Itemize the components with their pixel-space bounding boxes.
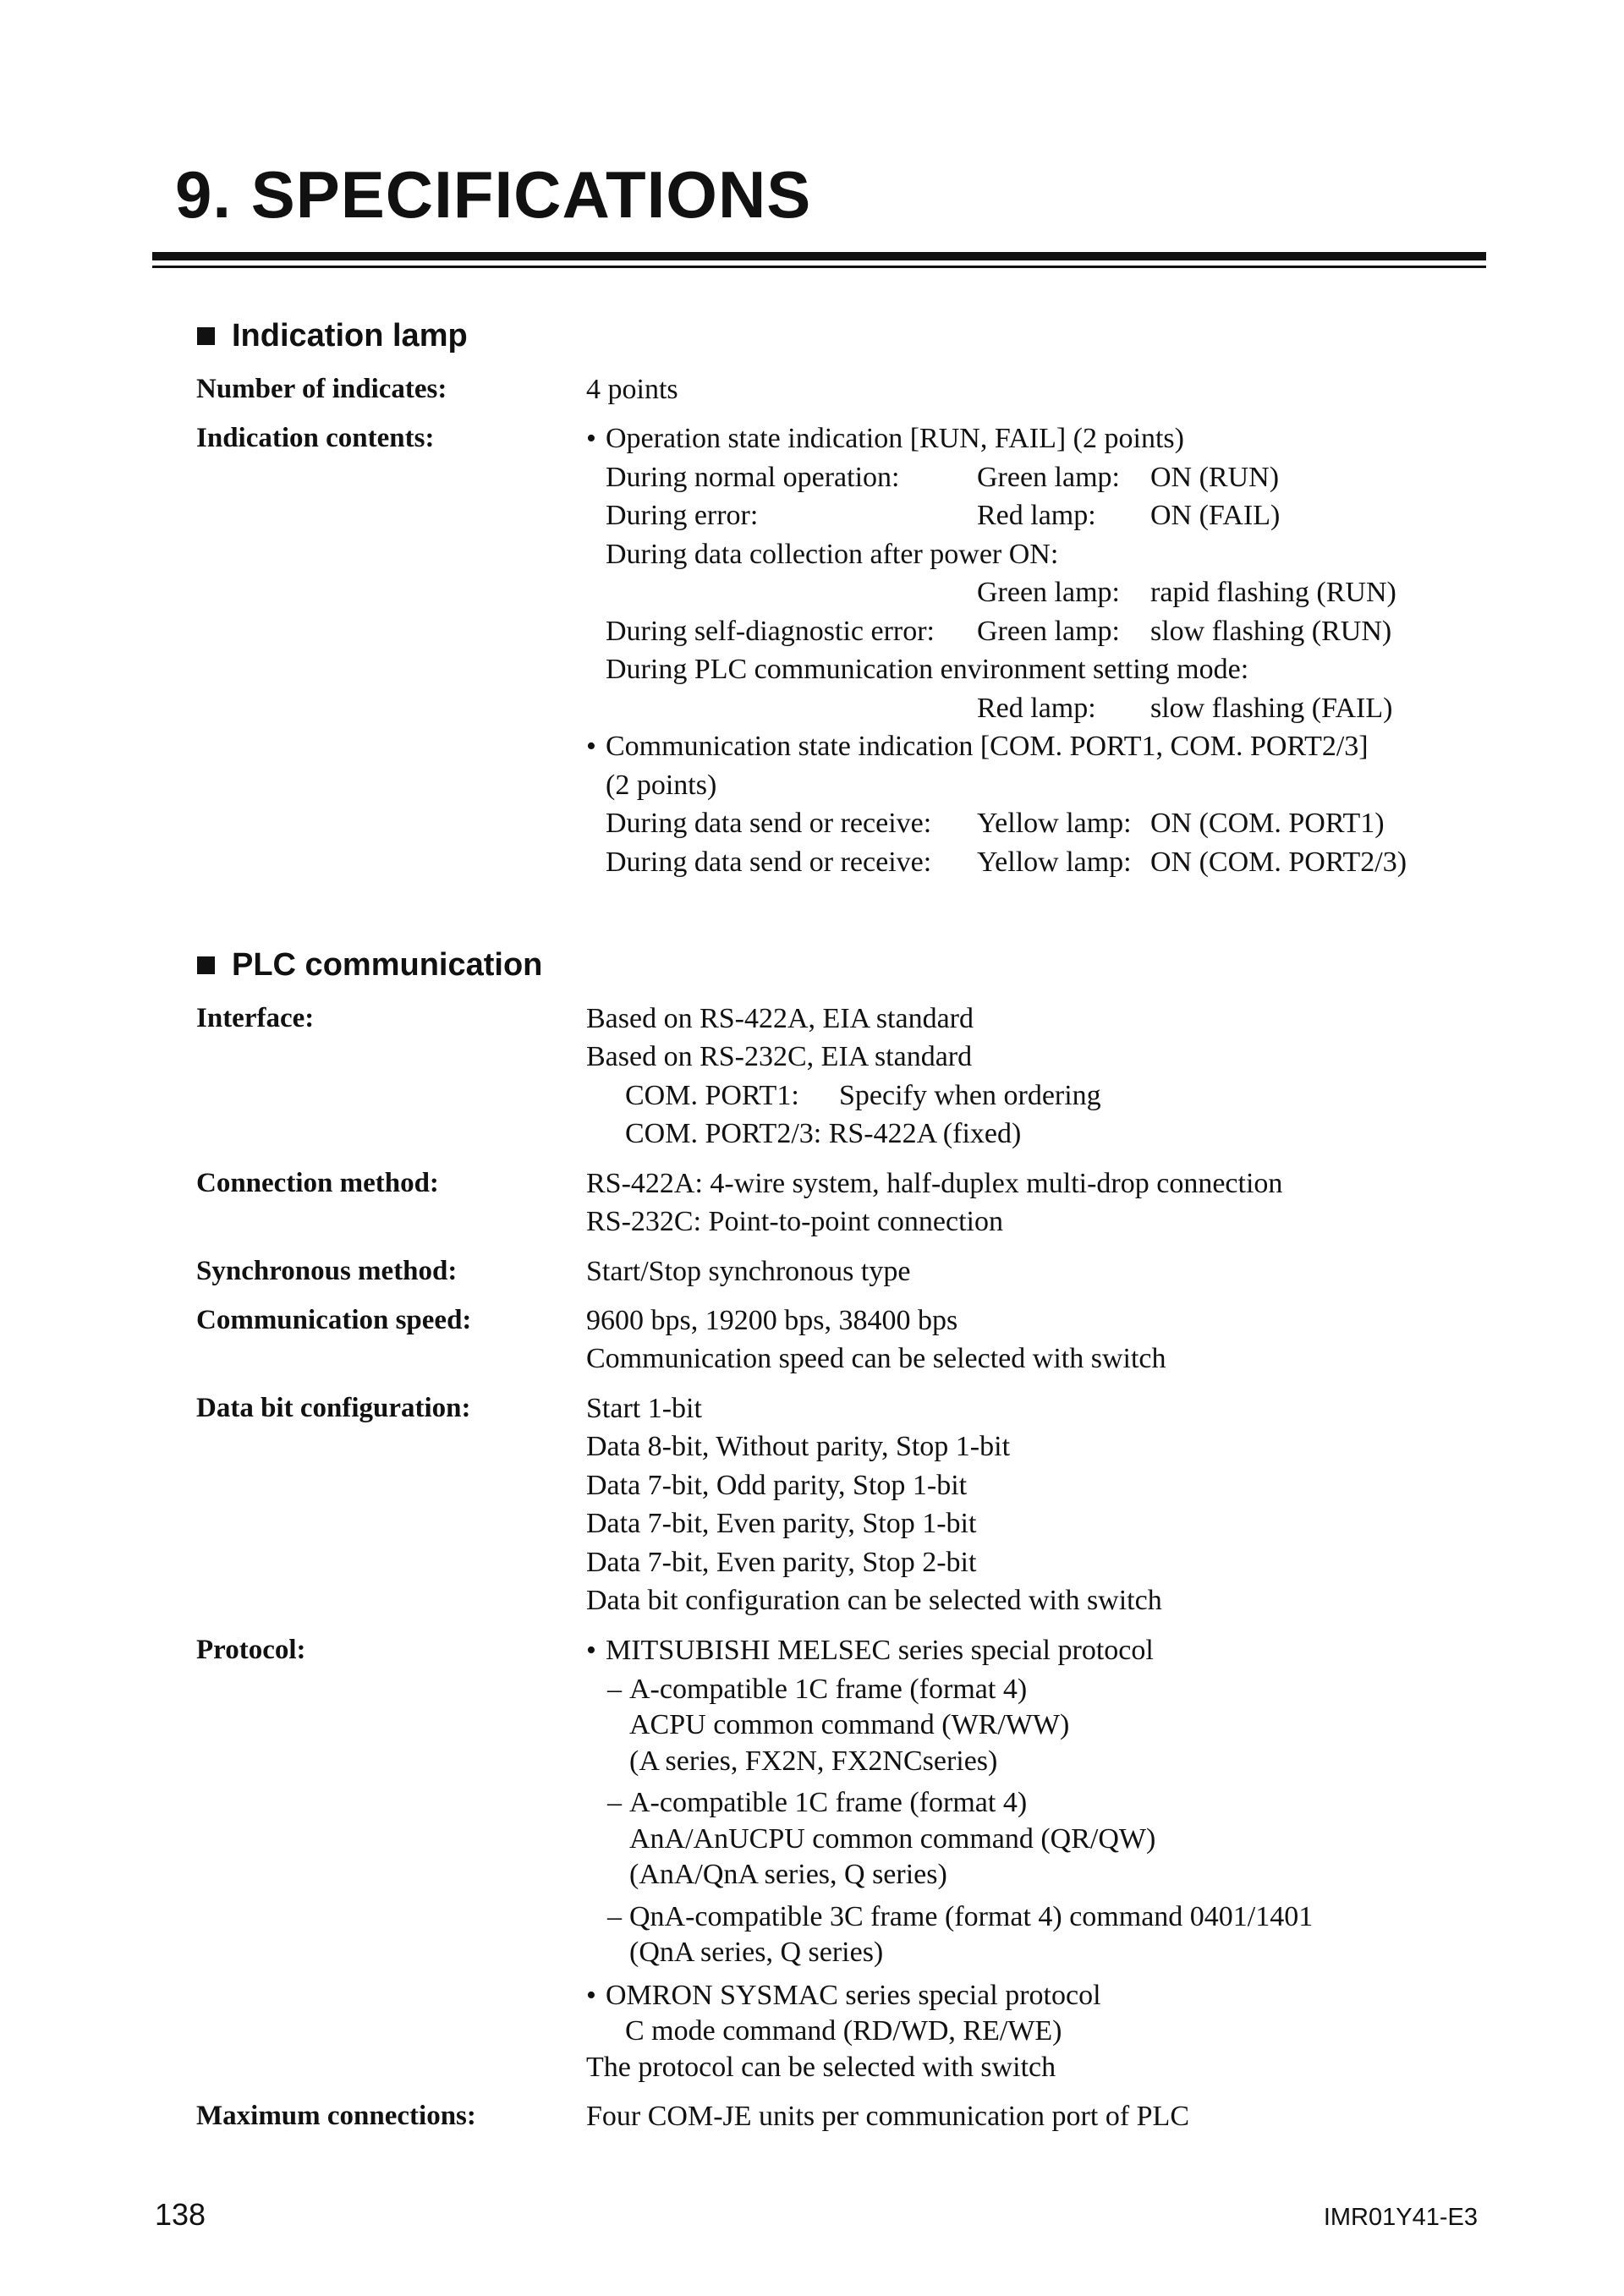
page-number: 138	[155, 2197, 206, 2232]
speed-line: 9600 bps, 19200 bps, 38400 bps	[586, 1305, 958, 1336]
mitsubishi-title: MITSUBISHI MELSEC series special protocol	[606, 1635, 1154, 1666]
port23-lamp: Yellow lamp:	[977, 847, 1132, 878]
section-heading-plc-communication	[197, 947, 542, 984]
qna-line: QnA-compatible 3C frame (format 4) command 0401/1401	[629, 1901, 1314, 1932]
error-lamp: Red lamp:	[977, 500, 1096, 531]
maxconn-value: Four COM-JE units per communication port of PLC	[586, 2101, 1190, 2132]
square-bullet-icon	[197, 956, 215, 974]
plcenv-value: slow flashing (FAIL)	[1150, 693, 1393, 724]
interface-port1-value: Specify when ordering	[839, 1080, 1101, 1111]
normal-condition: During normal operation:	[606, 462, 900, 493]
databit-line: Data 7-bit, Odd parity, Stop 1-bit	[586, 1470, 968, 1501]
com-state-title-cont: (2 points)	[606, 770, 717, 801]
label-synchronous-method: Synchronous method:	[196, 1256, 458, 1286]
bullet-dot-icon: •	[586, 1980, 596, 2011]
label-protocol: Protocol:	[196, 1635, 306, 1665]
normal-value: ON (RUN)	[1150, 462, 1280, 493]
chapter-title: 9. SPECIFICATIONS	[175, 157, 812, 232]
interface-port1-name: COM. PORT1:	[625, 1080, 799, 1111]
label-data-bit-configuration: Data bit configuration:	[196, 1393, 471, 1423]
port23-condition: During data send or receive:	[606, 847, 932, 878]
label-maximum-connections: Maximum connections:	[196, 2101, 476, 2131]
plcenv-condition: During PLC communication environment setting mode:	[606, 654, 1249, 685]
interface-line: Based on RS-422A, EIA standard	[586, 1003, 974, 1034]
qna-line: (QnA series, Q series)	[629, 1937, 884, 1968]
omron-line: C mode command (RD/WD, RE/WE)	[625, 2015, 1062, 2047]
dash-icon: –	[607, 1674, 622, 1705]
value-number-of-indicates: 4 points	[586, 374, 678, 405]
databit-line: Data bit configuration can be selected with switch	[586, 1585, 1162, 1616]
speed-line: Communication speed can be selected with switch	[586, 1343, 1166, 1374]
connection-line: RS-422A: 4-wire system, half-duplex multi-drop connection	[586, 1168, 1283, 1199]
label-communication-speed: Communication speed:	[196, 1305, 472, 1335]
databit-line: Data 8-bit, Without parity, Stop 1-bit	[586, 1431, 1011, 1462]
collection-condition: During data collection after power ON:	[606, 539, 1059, 570]
title-rule-thick	[152, 252, 1486, 260]
label-number-of-indicates: Number of indicates:	[196, 374, 447, 404]
port1-value: ON (COM. PORT1)	[1150, 808, 1385, 839]
document-code: IMR01Y41-E3	[1323, 2204, 1478, 2231]
square-bullet-icon	[197, 327, 215, 345]
a2-line: A-compatible 1C frame (format 4)	[629, 1787, 1028, 1818]
port23-value: ON (COM. PORT2/3)	[1150, 847, 1407, 878]
sync-value: Start/Stop synchronous type	[586, 1256, 911, 1287]
protocol-switch-note: The protocol can be selected with switch	[586, 2052, 1056, 2083]
section-heading-text: Indication lamp	[232, 318, 468, 353]
label-interface: Interface:	[196, 1003, 315, 1033]
a2-line: AnA/AnUCPU common command (QR/QW)	[629, 1823, 1156, 1855]
selfdiag-condition: During self-diagnostic error:	[606, 616, 935, 647]
interface-port23: COM. PORT2/3: RS-422A (fixed)	[625, 1118, 1022, 1149]
plcenv-lamp: Red lamp:	[977, 693, 1096, 724]
databit-line: Data 7-bit, Even parity, Stop 2-bit	[586, 1547, 977, 1578]
bullet-dot-icon: •	[586, 1635, 596, 1666]
omron-title: OMRON SYSMAC series special protocol	[606, 1980, 1101, 2011]
collection-lamp: Green lamp:	[977, 577, 1120, 608]
title-rule-thin	[152, 266, 1486, 268]
port1-lamp: Yellow lamp:	[977, 808, 1132, 839]
normal-lamp: Green lamp:	[977, 462, 1120, 493]
bullet-dot-icon: •	[586, 423, 596, 454]
connection-line: RS-232C: Point-to-point connection	[586, 1206, 1003, 1237]
error-value: ON (FAIL)	[1150, 500, 1281, 531]
dash-icon: –	[607, 1901, 622, 1932]
collection-value: rapid flashing (RUN)	[1150, 577, 1396, 608]
a2-line: (AnA/QnA series, Q series)	[629, 1859, 947, 1890]
label-connection-method: Connection method:	[196, 1168, 439, 1198]
com-state-title: Communication state indication [COM. PORT1, COM. PORT2/3]	[606, 731, 1369, 762]
a1-line: (A series, FX2N, FX2NCseries)	[629, 1745, 998, 1777]
op-state-title: Operation state indication [RUN, FAIL] (2 points)	[606, 423, 1184, 454]
interface-line: Based on RS-232C, EIA standard	[586, 1041, 973, 1072]
error-condition: During error:	[606, 500, 759, 531]
dash-icon: –	[607, 1787, 622, 1818]
databit-line: Data 7-bit, Even parity, Stop 1-bit	[586, 1508, 977, 1539]
selfdiag-value: slow flashing (RUN)	[1150, 616, 1392, 647]
section-heading-indication-lamp	[197, 318, 468, 354]
selfdiag-lamp: Green lamp:	[977, 616, 1120, 647]
label-indication-contents: Indication contents:	[196, 423, 435, 453]
databit-line: Start 1-bit	[586, 1393, 702, 1424]
bullet-dot-icon: •	[586, 731, 596, 762]
a1-line: A-compatible 1C frame (format 4)	[629, 1674, 1028, 1705]
port1-condition: During data send or receive:	[606, 808, 932, 839]
a1-line: ACPU common command (WR/WW)	[629, 1709, 1070, 1740]
section-heading-text: PLC communication	[232, 947, 543, 983]
